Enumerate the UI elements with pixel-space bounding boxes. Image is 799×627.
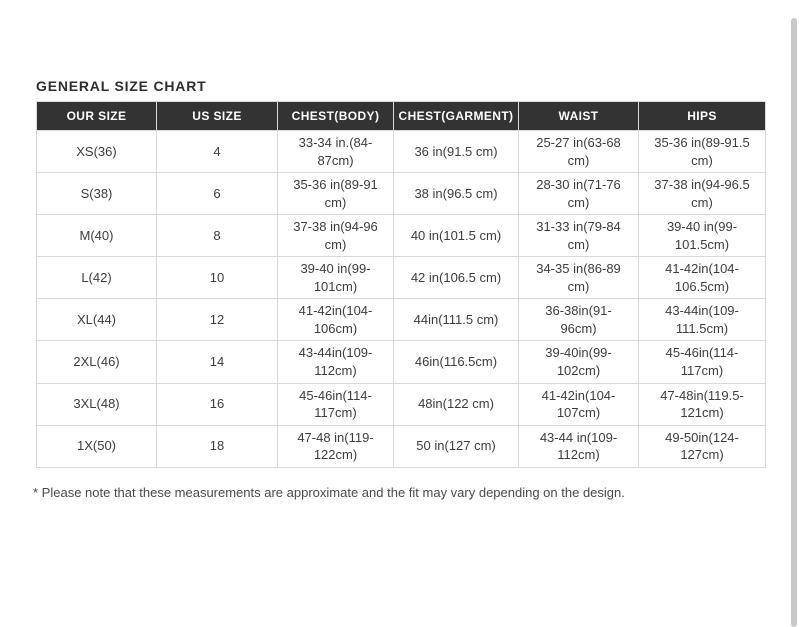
size-cell: 41-42in(104-106cm) (278, 299, 394, 341)
header-cell: CHEST(BODY) (278, 102, 394, 131)
size-cell: 36 in(91.5 cm) (394, 131, 519, 173)
table-row (37, 299, 766, 341)
size-cell: 37-38 in(94-96 cm) (278, 215, 394, 257)
table-header-row (37, 102, 766, 131)
size-cell: 8 (157, 215, 278, 257)
size-cell: 6 (157, 173, 278, 215)
scrollbar-track (790, 0, 799, 627)
size-cell: 47-48 in(119-122cm) (278, 425, 394, 467)
size-cell: L(42) (37, 257, 157, 299)
size-cell: 41-42in(104-106.5cm) (639, 257, 766, 299)
scrollbar-thumb[interactable] (791, 18, 797, 627)
size-cell: S(38) (37, 173, 157, 215)
size-chart-section (33, 78, 765, 500)
size-cell: 2XL(46) (37, 341, 157, 383)
table-row (37, 425, 766, 467)
size-cell: 25-27 in(63-68 cm) (519, 131, 639, 173)
size-cell: 36-38in(91-96cm) (519, 299, 639, 341)
size-cell: 34-35 in(86-89 cm) (519, 257, 639, 299)
size-cell: 33-34 in.(84-87cm) (278, 131, 394, 173)
size-cell: 37-38 in(94-96.5 cm) (639, 173, 766, 215)
size-cell: 44in(111.5 cm) (394, 299, 519, 341)
header-cell: OUR SIZE (37, 102, 157, 131)
size-cell: XS(36) (37, 131, 157, 173)
size-cell: 4 (157, 131, 278, 173)
table-body (37, 131, 766, 468)
size-cell: 39-40in(99-102cm) (519, 341, 639, 383)
size-cell: 38 in(96.5 cm) (394, 173, 519, 215)
size-cell: 35-36 in(89-91 cm) (278, 173, 394, 215)
size-cell: 45-46in(114-117cm) (278, 383, 394, 425)
size-cell: 35-36 in(89-91.5 cm) (639, 131, 766, 173)
size-cell: 18 (157, 425, 278, 467)
size-cell: 43-44in(109-112cm) (278, 341, 394, 383)
size-cell: 47-48in(119.5-121cm) (639, 383, 766, 425)
size-cell: 14 (157, 341, 278, 383)
table-row (37, 341, 766, 383)
size-cell: 46in(116.5cm) (394, 341, 519, 383)
footnote: * Please note that these measurements are approximate and the fit may vary depending on the design. (33, 484, 625, 500)
size-cell: 43-44in(109-111.5cm) (639, 299, 766, 341)
size-cell: 39-40 in(99-101.5cm) (639, 215, 766, 257)
page-title: GENERAL SIZE CHART (36, 78, 207, 94)
size-cell: 45-46in(114-117cm) (639, 341, 766, 383)
size-cell: 48in(122 cm) (394, 383, 519, 425)
size-cell: 40 in(101.5 cm) (394, 215, 519, 257)
size-cell: 3XL(48) (37, 383, 157, 425)
size-cell: 49-50in(124-127cm) (639, 425, 766, 467)
size-cell: 31-33 in(79-84 cm) (519, 215, 639, 257)
table-row (37, 173, 766, 215)
size-chart-table (36, 101, 766, 468)
header-cell: HIPS (639, 102, 766, 131)
size-cell: 50 in(127 cm) (394, 425, 519, 467)
size-cell: 16 (157, 383, 278, 425)
size-cell: 28-30 in(71-76 cm) (519, 173, 639, 215)
table-row (37, 131, 766, 173)
header-cell: CHEST(GARMENT) (394, 102, 519, 131)
size-cell: 42 in(106.5 cm) (394, 257, 519, 299)
size-cell: 39-40 in(99-101cm) (278, 257, 394, 299)
size-cell: 43-44 in(109-112cm) (519, 425, 639, 467)
size-cell: 41-42in(104-107cm) (519, 383, 639, 425)
size-cell: 10 (157, 257, 278, 299)
size-cell: XL(44) (37, 299, 157, 341)
size-cell: 12 (157, 299, 278, 341)
header-cell: US SIZE (157, 102, 278, 131)
size-cell: 1X(50) (37, 425, 157, 467)
table-row (37, 215, 766, 257)
size-cell: M(40) (37, 215, 157, 257)
table-row (37, 257, 766, 299)
table-row (37, 383, 766, 425)
header-cell: WAIST (519, 102, 639, 131)
